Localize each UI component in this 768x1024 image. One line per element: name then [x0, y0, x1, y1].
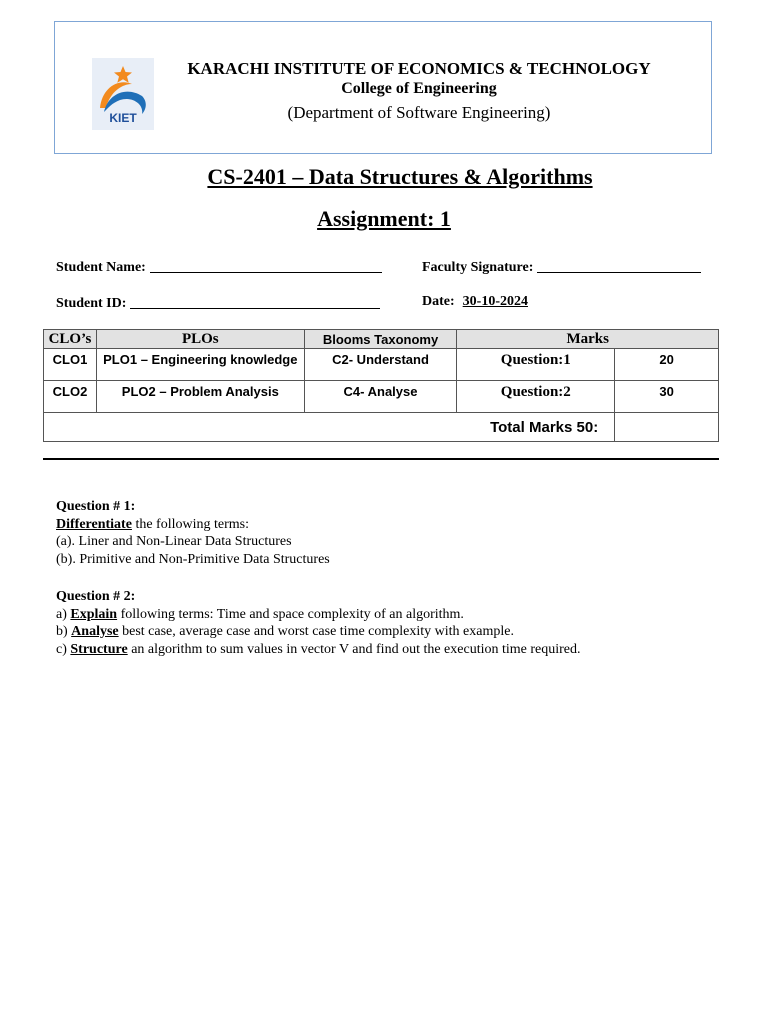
- question-1-intro: the following terms:: [131, 516, 249, 532]
- faculty-signature-line: [537, 258, 701, 273]
- item-prefix: b): [56, 624, 72, 639]
- student-id-label: Student ID:: [56, 296, 127, 311]
- clo-cell: CLO2: [44, 381, 97, 413]
- question-2-item-c: [56, 641, 581, 659]
- header-plo: PLOs: [96, 330, 304, 349]
- kiet-logo: [92, 58, 154, 130]
- table-row: [44, 381, 719, 413]
- total-marks-value: [615, 413, 719, 442]
- total-row: [44, 413, 719, 442]
- item-prefix: c): [56, 641, 71, 657]
- institute-name: KARACHI INSTITUTE OF ECONOMICS & TECHNOLOGY: [187, 59, 651, 78]
- question-2-item-a: [56, 606, 581, 624]
- student-name-field: [56, 258, 382, 276]
- date-label: Date:: [422, 294, 455, 309]
- student-name-line: [150, 258, 382, 273]
- question-2: [56, 588, 581, 658]
- item-verb: Explain: [70, 606, 118, 622]
- college-name: College of Engineering: [341, 80, 497, 97]
- item-text: an algorithm to sum values in vector V and find out the execution time required.: [127, 641, 581, 657]
- course-title: CS-2401 – Data Structures & Algorithms: [207, 164, 593, 189]
- assignment-title: Assignment: 1: [317, 206, 451, 231]
- question-1-item-b: (b). Primitive and Non-Primitive Data Structures: [56, 551, 330, 567]
- faculty-signature-field: [422, 258, 701, 276]
- department-name: (Department of Software Engineering): [287, 103, 551, 122]
- divider-rule: [43, 458, 719, 460]
- clo-cell: CLO1: [44, 349, 97, 381]
- date-field: [422, 294, 528, 310]
- plo-cell: PLO1 – Engineering knowledge: [96, 349, 304, 381]
- plo-cell: PLO2 – Problem Analysis: [96, 381, 304, 413]
- item-text: following terms: Time and space complexity of an algorithm.: [117, 606, 464, 622]
- student-id-line: [130, 294, 380, 309]
- blooms-cell: C2- Understand: [304, 349, 457, 381]
- header-clo: CLO’s: [44, 330, 97, 349]
- header-marks: Marks: [457, 330, 719, 349]
- marks-cell: 30: [615, 381, 719, 413]
- table-row: [44, 349, 719, 381]
- blooms-cell: C4- Analyse: [304, 381, 457, 413]
- question-cell: Question:1: [457, 349, 615, 381]
- date-value: 30-10-2024: [462, 294, 528, 309]
- question-1-item-a: (a). Liner and Non-Linear Data Structures: [56, 534, 292, 549]
- student-name-label: Student Name:: [56, 260, 146, 275]
- header-box: [54, 21, 712, 154]
- question-cell: Question:2: [457, 381, 615, 413]
- student-id-field: [56, 294, 380, 312]
- clo-table: [43, 329, 719, 442]
- question-1-verb: Differentiate: [56, 516, 132, 532]
- question-1: [56, 498, 330, 568]
- item-verb: Analyse: [71, 624, 119, 639]
- total-marks-label: Total Marks 50:: [44, 413, 615, 442]
- question-2-item-b: [56, 623, 581, 641]
- faculty-signature-label: Faculty Signature:: [422, 260, 534, 275]
- table-header-row: [44, 330, 719, 349]
- item-text: best case, average case and worst case time complexity with example.: [118, 624, 514, 639]
- item-verb: Structure: [70, 641, 128, 657]
- question-2-heading: Question # 2:: [56, 589, 136, 604]
- marks-cell: 20: [615, 349, 719, 381]
- question-1-heading: Question # 1:: [56, 499, 136, 514]
- item-prefix: a): [56, 606, 71, 622]
- logo-text: KIET: [109, 111, 137, 125]
- header-blooms: Blooms Taxonomy: [304, 330, 457, 349]
